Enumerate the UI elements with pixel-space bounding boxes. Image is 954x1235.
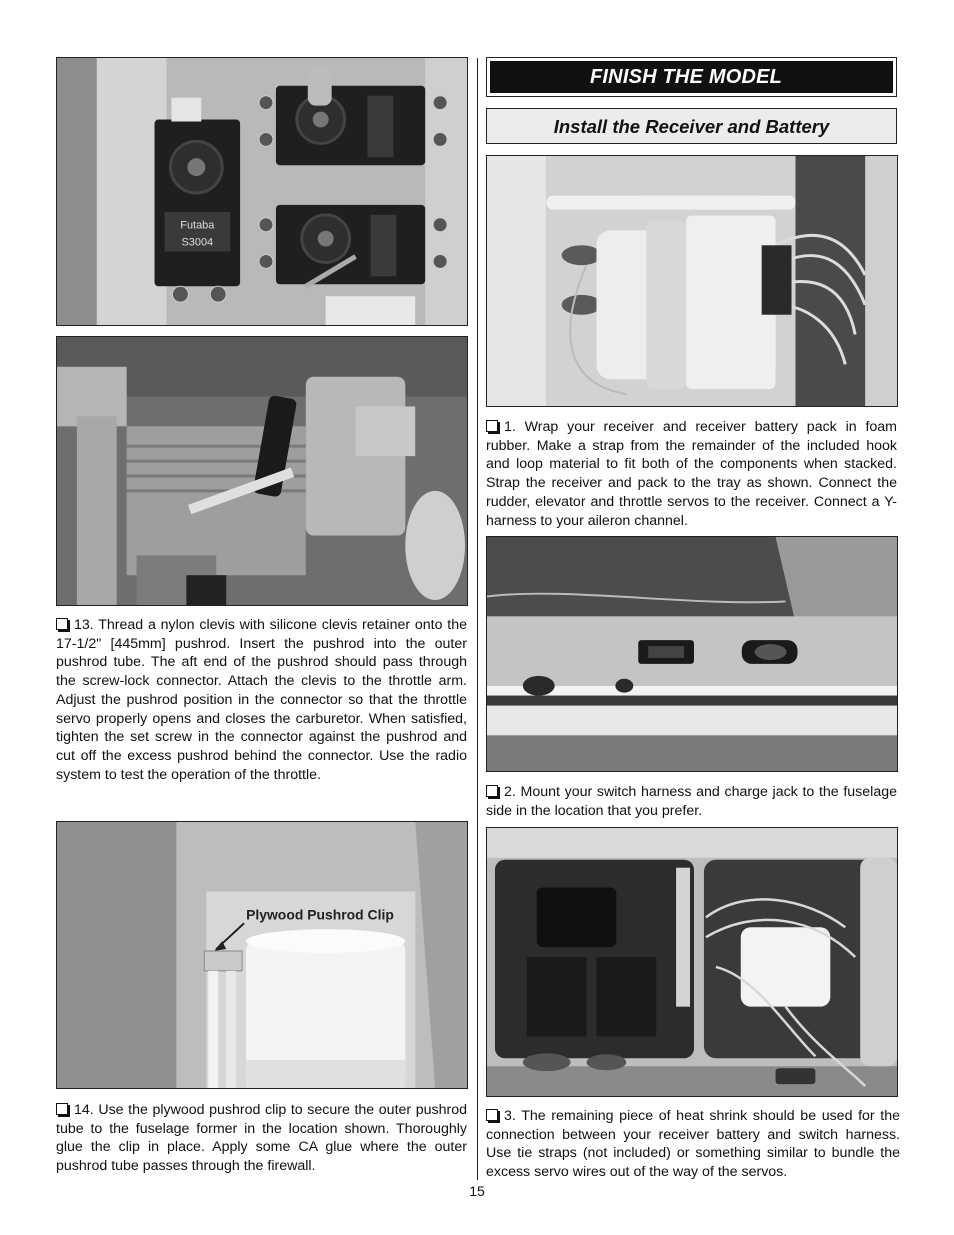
photo-servo-tray bbox=[56, 57, 468, 326]
checkbox-icon[interactable] bbox=[486, 1109, 498, 1121]
photo-engine-throttle bbox=[56, 336, 468, 606]
step-13-text: 13. Thread a nylon clevis with silicone clevis retainer onto the 17-1/2" [445mm] pushrod. Insert the pushrod into the outer pushrod tube. The aft end of the pushrod should pass through the screw-lock connector. Attach the clevis to the throttle arm. Adjust the pushrod position in the connector so that the throttle servo properly opens and closes the carburetor. When satisfied, tighten the set screw in the connector against the pushrod and cut off the excess pushrod behind the connector. Use the radio system to test the operation of the throttle. bbox=[56, 617, 467, 783]
step-3-instruction bbox=[486, 1107, 900, 1182]
photo-bundled-wires bbox=[486, 827, 898, 1097]
checkbox-icon[interactable] bbox=[56, 1103, 68, 1115]
photo-switch-harness bbox=[486, 536, 898, 772]
step-2-instruction bbox=[486, 783, 897, 820]
page-number: 15 bbox=[469, 1183, 485, 1199]
pushrod-clip-label: Plywood Pushrod Clip bbox=[246, 906, 394, 923]
step-2-text: 2. Mount your switch harness and charge jack to the fuselage side in the location that you prefer. bbox=[486, 784, 897, 819]
column-divider bbox=[477, 58, 478, 1180]
step-1-instruction bbox=[486, 418, 897, 530]
step-14-instruction bbox=[56, 1101, 467, 1176]
subsection-title: Install the Receiver and Battery bbox=[486, 108, 897, 144]
photo-receiver-battery bbox=[486, 155, 898, 407]
checkbox-icon[interactable] bbox=[56, 618, 68, 630]
step-3-text: 3. The remaining piece of heat shrink should be used for the connection between your receiver battery and switch harness. Use tie straps (not included) or something similar to bundle the excess servo wires out of the way of the servos. bbox=[486, 1108, 900, 1181]
servo-label-model: S3004 bbox=[181, 236, 214, 249]
checkbox-icon[interactable] bbox=[486, 785, 498, 797]
photo-pushrod-clip bbox=[56, 821, 468, 1089]
step-13-instruction bbox=[56, 616, 467, 784]
step-14-text: 14. Use the plywood pushrod clip to secure the outer pushrod tube to the fuselage former in the location shown. Thoroughly glue the clip in place. Apply some CA glue where the outer pushrod tube passes through the firewall. bbox=[56, 1102, 467, 1175]
step-1-text: 1. Wrap your receiver and receiver battery pack in foam rubber. Make a strap from the remainder of the included hook and loop material to fit both of the components when stacked. Strap the receiver and pack to the tray as shown. Connect the rudder, elevator and throttle servos to the receiver. Connect a Y-harness to your aileron channel. bbox=[486, 419, 897, 529]
servo-label-brand: Futaba bbox=[180, 219, 215, 232]
section-title: FINISH THE MODEL bbox=[490, 61, 893, 93]
checkbox-icon[interactable] bbox=[486, 420, 498, 432]
section-header bbox=[486, 57, 897, 97]
